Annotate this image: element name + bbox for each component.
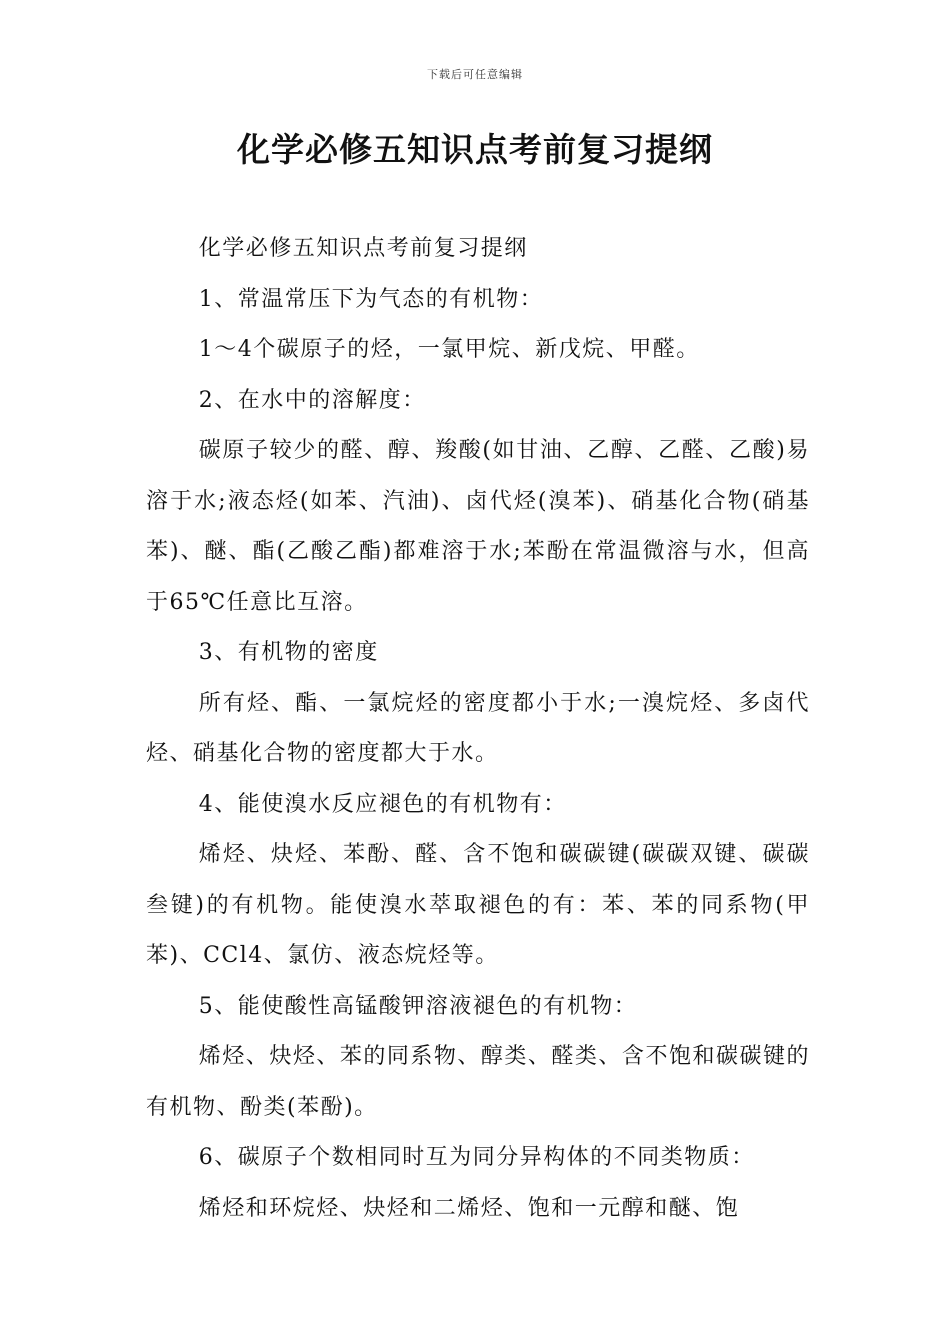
- paragraph-heading-4: 4、能使溴水反应褪色的有机物有：: [198, 791, 567, 817]
- paragraph-body-2: 碳原子较少的醛、醇、羧酸(如甘油、乙醇、乙醛、乙酸)易溶于水;液态烃(如苯、汽油)、卤代烃(溴苯)、硝基化合物(硝基苯)、醚、酯(乙酸乙酯)都难溶于水;苯酚在常温微溶与水，但高于65℃任意比互溶。: [146, 438, 810, 615]
- paragraph-heading-1: 1、常温常压下为气态的有机物：: [198, 286, 544, 312]
- paragraph-heading-6: 6、碳原子个数相同时互为同分异构体的不同类物质：: [198, 1145, 755, 1170]
- paragraph-body-3: 所有烃、酯、一氯烷烃的密度都小于水;一溴烷烃、多卤代烃、硝基化合物的密度都大于水。: [146, 690, 810, 766]
- paragraph-body-6: 烯烃和环烷烃、炔烃和二烯烃、饱和一元醇和醚、饱: [198, 1195, 740, 1221]
- paragraph-heading-2: 2、在水中的溶解度：: [198, 387, 426, 413]
- paragraph-heading-5: 5、能使酸性高锰酸钾溶液褪色的有机物：: [198, 993, 638, 1019]
- paragraph-body-1: 1～4个碳原子的烃，一氯甲烷、新戊烷、甲醛。: [198, 337, 700, 362]
- paragraph-body-4: 烯烃、炔烃、苯酚、醛、含不饱和碳碳键(碳碳双键、碳碳叁键)的有机物。能使溴水萃取褪色的有：苯、苯的同系物(甲苯)、CCl4、氯仿、液态烷烃等。: [146, 842, 810, 968]
- document-title: 化学必修五知识点考前复习提纲: [237, 130, 713, 169]
- header-note: 下载后可任意编辑: [427, 68, 523, 81]
- paragraph-heading-3: 3、有机物的密度: [198, 640, 379, 665]
- document-body: [146, 224, 810, 1234]
- paragraph-body-5: 烯烃、炔烃、苯的同系物、醇类、醛类、含不饱和碳碳键的有机物、酚类(苯酚)。: [146, 1044, 810, 1120]
- paragraph-subtitle: 化学必修五知识点考前复习提纲: [198, 236, 528, 261]
